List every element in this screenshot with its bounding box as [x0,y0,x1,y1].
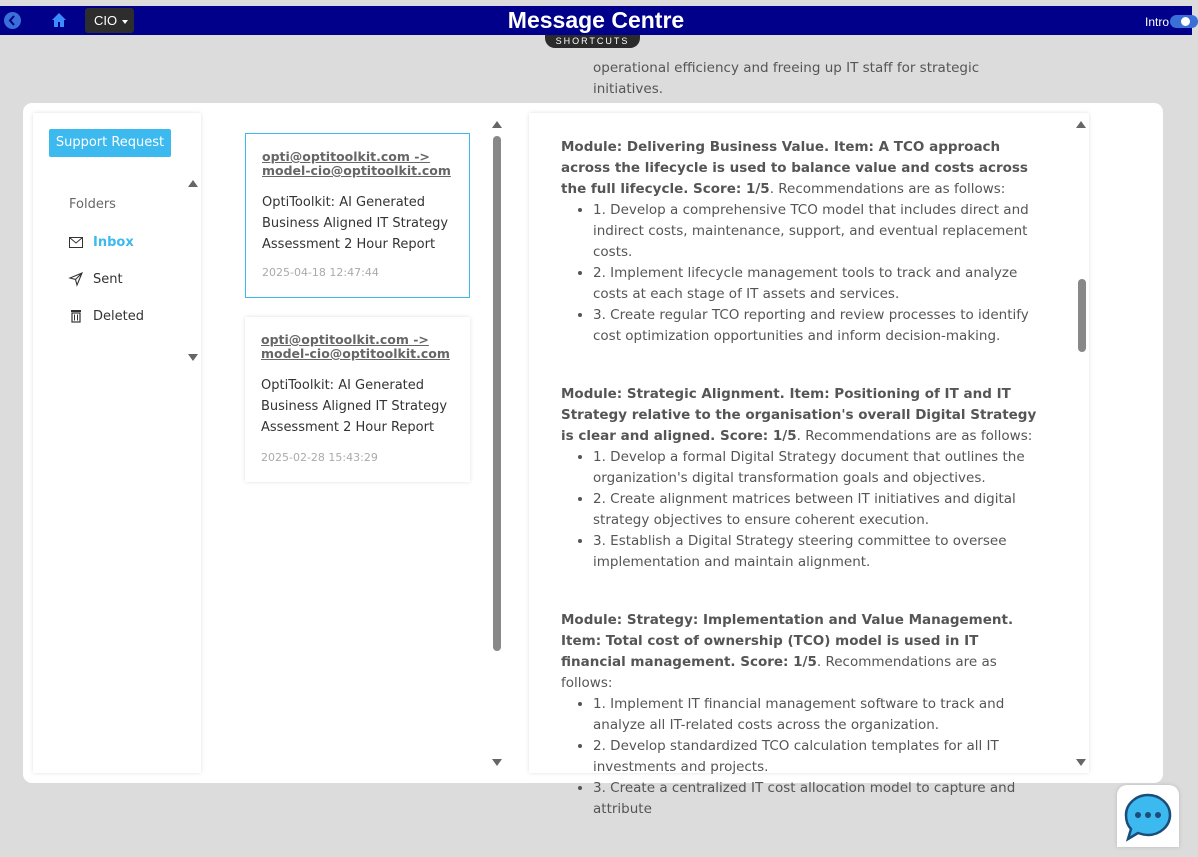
message-subject: OptiToolkit: AI Generated Business Aligned IT Strategy Assessment 2 Hour Report [261,378,448,435]
module-section [561,610,1045,820]
envelope-icon [69,235,83,249]
message-list-item[interactable] [245,317,470,482]
module-title: Module: Strategy: Implementation and Value Management. Item: Total cost of ownership (TCO) model is used in IT financial management. Score: 1/5 [561,612,1014,670]
recommendation-item: • 2. Implement lifecycle management tools to track and analyze costs at each stage of IT assets and services. [593,263,1045,305]
recommendation-list [593,447,1045,573]
paper-plane-icon [69,272,83,286]
support-request-button[interactable]: Support Request [49,129,171,157]
recommendation-item: • 3. Create regular TCO reporting and review processes to identify cost optimization opportunities and inform decision-making. [593,305,1045,347]
folders-scroll-up-arrow[interactable] [188,180,198,187]
recommendation-list [593,200,1045,347]
folder-item-deleted[interactable] [69,306,144,326]
intro-toggle[interactable] [1170,15,1198,28]
page-title: Message Centre [507,7,685,33]
folder-label: Sent [93,271,123,287]
message-centre-card [23,60,1163,817]
folder-label: Inbox [93,234,134,250]
message-list-item[interactable] [245,133,470,298]
folder-label: Deleted [93,308,144,324]
recommendation-item: • 1. Develop a comprehensive TCO model that includes direct and indirect costs, maintenance, support, and eventual replacement costs. [593,200,1045,263]
message-address: opti@optitoolkit.com -> model-cio@optitoolkit.com [261,332,450,361]
chat-bubble-icon [1122,791,1174,843]
message-date: 2025-04-18 12:47:44 [262,266,379,279]
folders-heading: Folders [69,197,116,212]
chat-button[interactable] [1117,785,1179,847]
role-label: CIO [94,13,118,28]
message-body-scroll-up-arrow[interactable] [1076,121,1086,128]
module-title: Module: Strategic Alignment. Item: Positioning of IT and IT Strategy relative to the organisation's overall Digital Strategy is clear and aligned. Score: 1/5 [561,386,1037,444]
folders-scroll-down-arrow[interactable] [188,354,198,361]
module-intro: . Recommendations are as follows: [769,181,1006,197]
recommendation-list [593,694,1045,820]
module-intro: . Recommendations are as follows: [796,428,1033,444]
message-list-scrollbar-thumb[interactable] [493,136,501,651]
message-body-scrollbar-thumb[interactable] [1078,279,1086,352]
module-intro: . Recommendations are as follows: [561,654,997,691]
top-bar [0,6,1192,35]
message-body-scroll-down-arrow[interactable] [1076,759,1086,766]
recommendation-item: • 3. Establish a Digital Strategy steering committee to oversee implementation and maintain alignment. [593,531,1045,573]
module-title: Module: Delivering Business Value. Item: A TCO approach across the lifecycle is used to balance value and costs across the full lifecycle. Score: 1/5 [561,139,1028,197]
recommendation-item: • 2. Develop standardized TCO calculation templates for all IT investments and projects. [593,736,1045,778]
message-body-panel [529,60,1089,817]
body-text-fragment: operational efficiency and freeing up IT staff for strategic initiatives. [593,60,980,97]
message-subject: OptiToolkit: AI Generated Business Aligned IT Strategy Assessment 2 Hour Report [262,195,449,252]
trash-icon [69,309,83,323]
recommendation-item: • 3. Create a centralized IT cost allocation model to capture and attribute [593,778,1045,820]
recommendation-item: • 2. Create alignment matrices between IT initiatives and digital strategy objectives to ensure coherent execution. [593,489,1045,531]
message-list-scroll-up-arrow[interactable] [492,121,502,128]
intro-label: Intro [1144,15,1169,29]
message-date: 2025-02-28 15:43:29 [261,451,378,464]
message-list-scroll-down-arrow[interactable] [492,759,502,766]
shortcuts-tab[interactable]: SHORTCUTS [545,35,640,48]
message-address: opti@optitoolkit.com -> model-cio@optitoolkit.com [262,149,451,178]
folder-item-sent[interactable] [69,269,123,289]
folder-item-inbox[interactable] [69,232,134,252]
recommendation-item: • 1. Develop a formal Digital Strategy document that outlines the organization's digital transformation goals and objectives. [593,447,1045,489]
folders-panel [33,113,201,773]
module-section [561,137,1045,347]
message-body [561,58,1045,857]
recommendation-item: • 1. Implement IT financial management software to track and analyze all IT-related costs across the organization. [593,694,1045,736]
module-section [561,384,1045,573]
